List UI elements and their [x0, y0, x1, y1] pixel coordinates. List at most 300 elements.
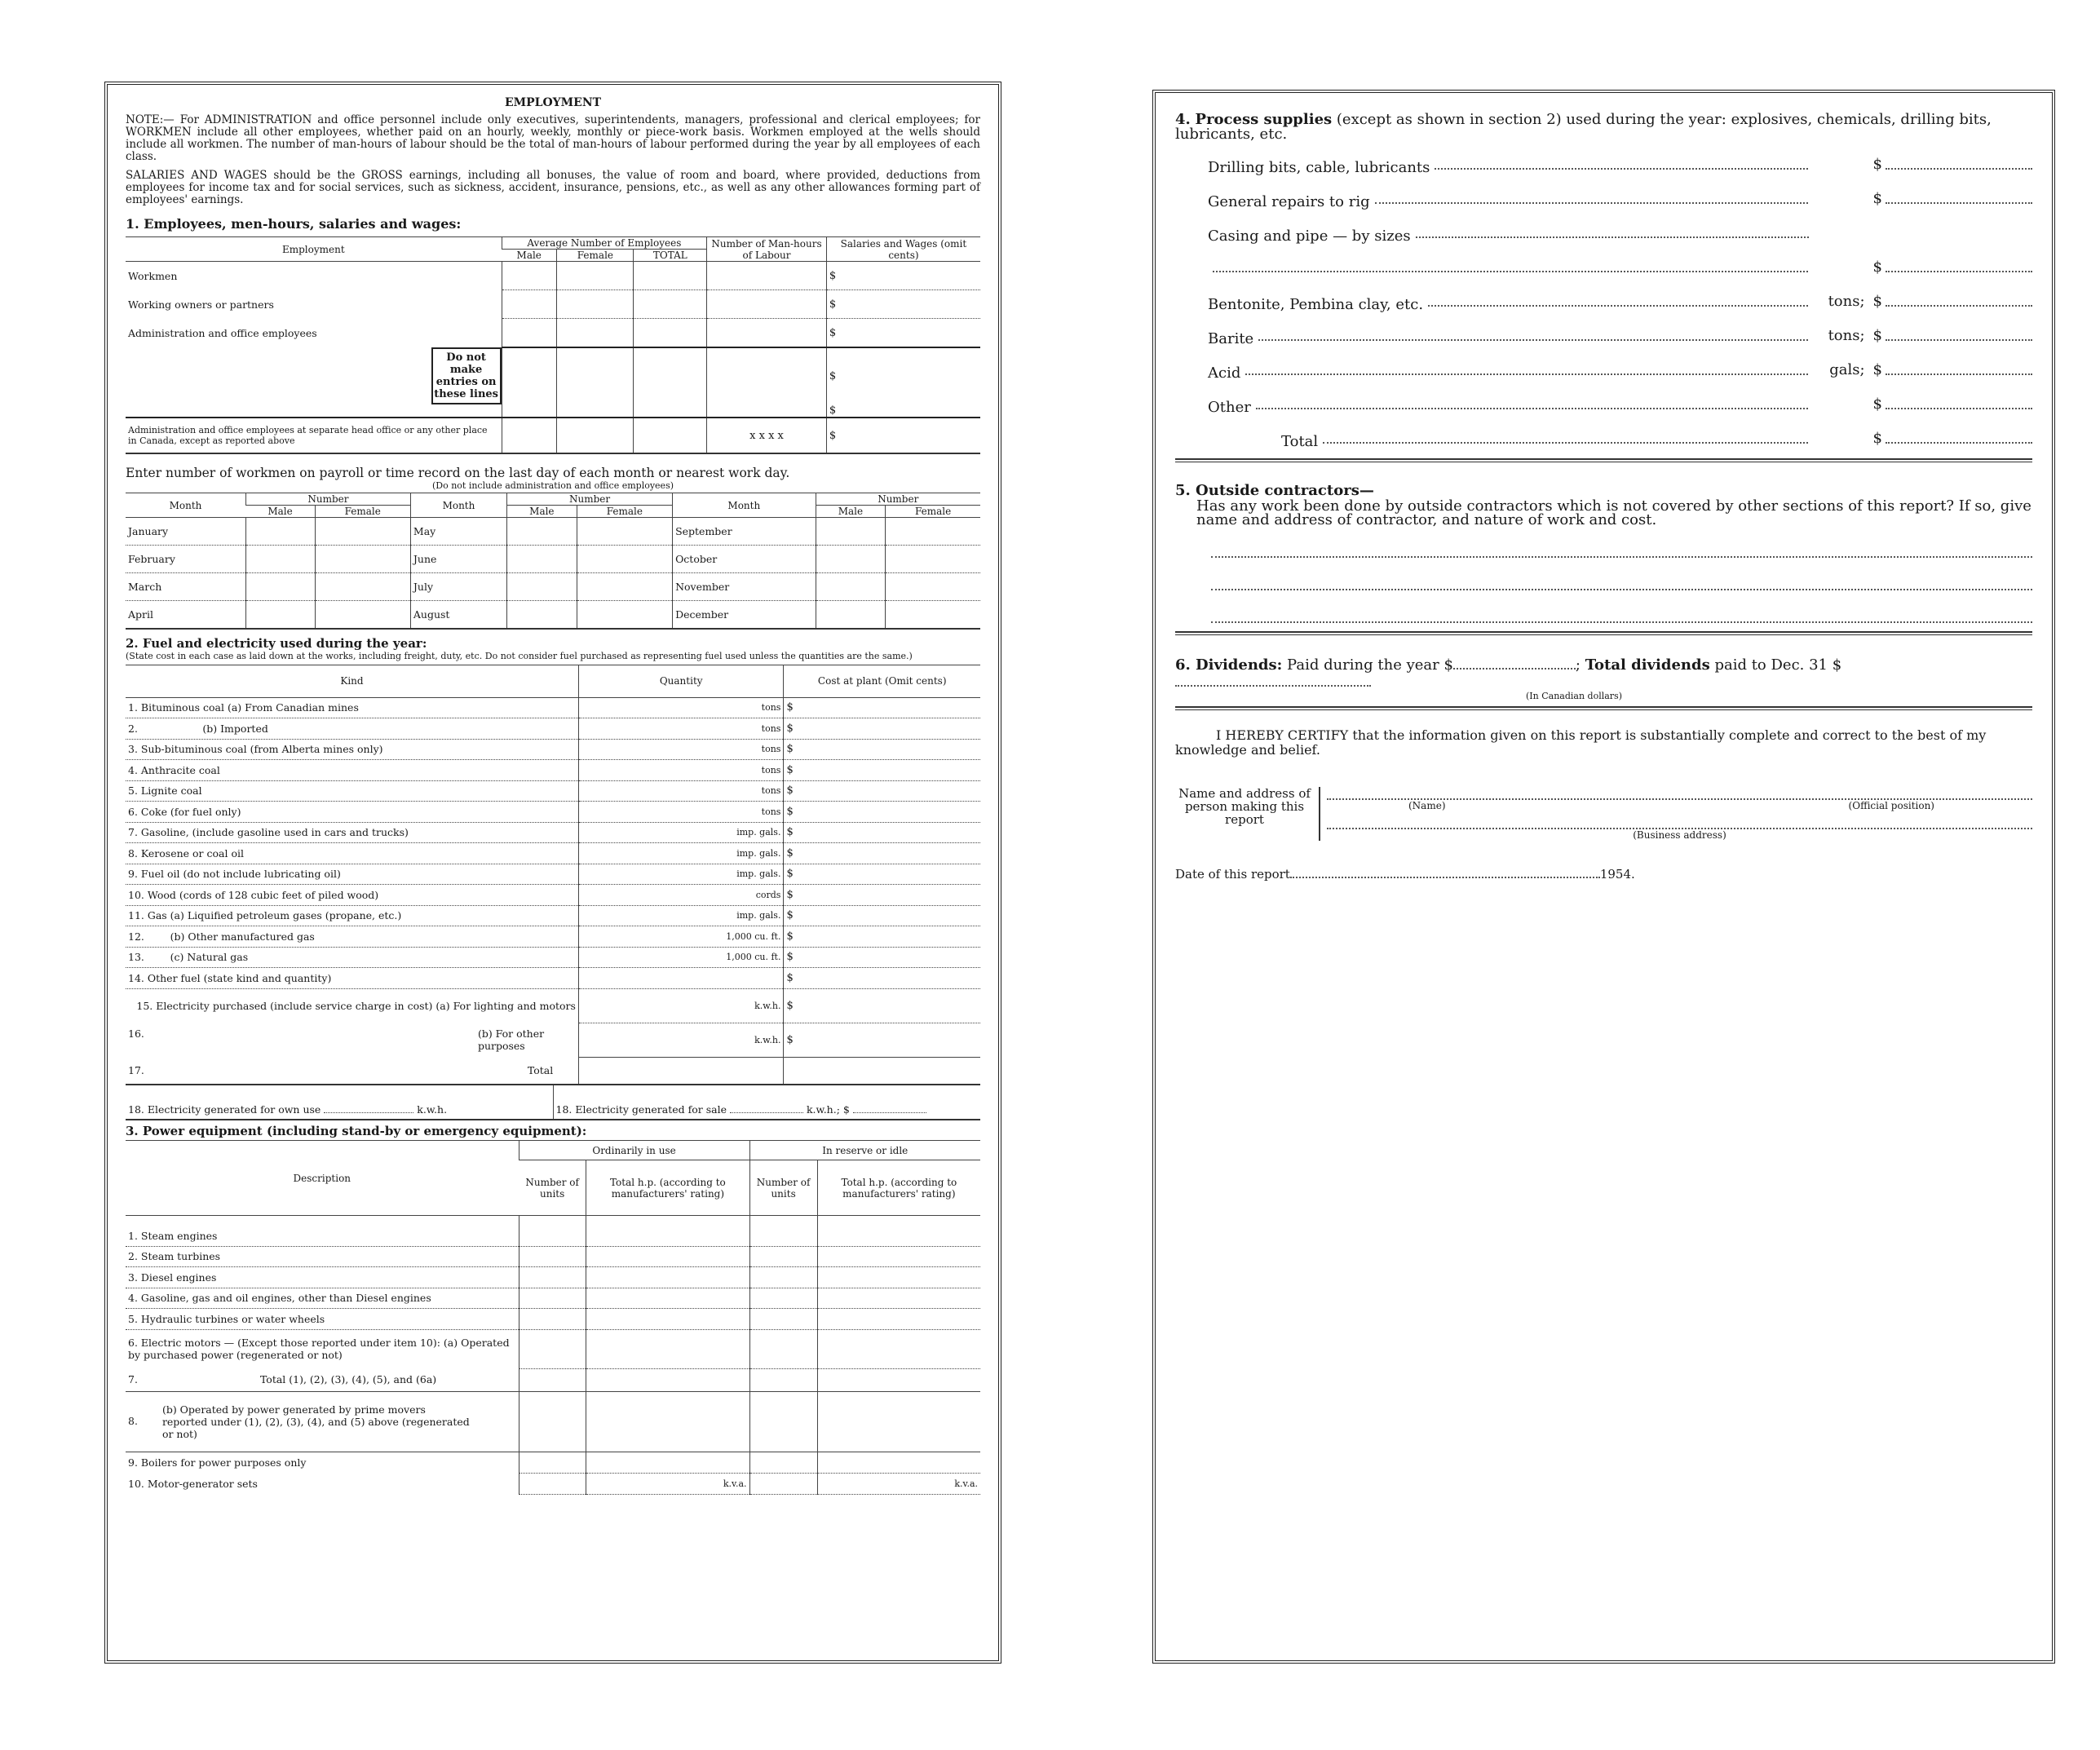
business-caption: (Business address) [1633, 829, 1726, 841]
dollar-sign: $ [786, 826, 794, 839]
col-number: Number [246, 493, 411, 506]
supply-quantity-input[interactable] [1428, 305, 1807, 307]
input-cell[interactable] [749, 1473, 817, 1494]
input-cell[interactable] [557, 418, 634, 453]
qty-cell[interactable] [578, 843, 784, 864]
unit-label: tons [761, 785, 781, 797]
supply-label: Other [1208, 399, 1251, 416]
fuel-kind: 10. Wood (cords of 128 cubic feet of piled wood) [126, 885, 578, 906]
dollar-sign: $ [1872, 327, 1882, 344]
input-cell[interactable] [749, 1226, 817, 1247]
dollar-sign: $ [786, 868, 794, 881]
input-cell[interactable] [502, 418, 557, 453]
input-cell[interactable] [817, 1452, 980, 1473]
male-count-input[interactable] [507, 546, 577, 573]
fuel-table [126, 665, 980, 1086]
contractor-line-input[interactable] [1211, 558, 2032, 590]
qty-cell[interactable] [578, 760, 784, 781]
fuel-kind: 6. Coke (for fuel only) [126, 802, 578, 823]
month-label: July [410, 573, 506, 601]
cost-cell[interactable]: $ [784, 988, 980, 1023]
divider [1175, 631, 2032, 635]
electricity-generated-table: 18. Electricity generated for own use k.w.h. 18. Electricity generated for sale k.w.h.; $ [126, 1085, 980, 1120]
male-count-input[interactable] [816, 546, 886, 573]
qty-cell[interactable] [578, 822, 784, 843]
row-num: 8. [128, 1414, 138, 1427]
equipment-desc: 3. Diesel engines [126, 1267, 519, 1288]
input-cell[interactable] [557, 290, 634, 319]
input-cell[interactable] [519, 1329, 586, 1368]
row-workmen: Workmen [128, 269, 178, 282]
cost-cell[interactable] [784, 864, 980, 885]
col-qty: Quantity [578, 665, 784, 697]
male-count-input[interactable] [507, 573, 577, 601]
row-motor-generator: 10. Motor-generator sets [128, 1477, 258, 1490]
power-equipment-table [126, 1140, 980, 1495]
supply-quantity-input[interactable] [1258, 339, 1807, 341]
supply-label: Barite [1208, 330, 1254, 347]
unit-label: tons [761, 702, 781, 714]
supply-label: Total [1281, 433, 1319, 450]
col-use: Ordinarily in use [519, 1141, 749, 1160]
cost-cell[interactable] [784, 697, 980, 718]
month-label: January [126, 518, 246, 546]
input-cell[interactable] [707, 290, 827, 319]
cost-cell[interactable] [784, 1057, 980, 1085]
equipment-desc: 2. Steam turbines [126, 1246, 519, 1267]
col-reserve: In reserve or idle [749, 1141, 980, 1160]
male-count-input[interactable] [246, 573, 315, 601]
col-number: Number [816, 493, 980, 506]
month-label: May [410, 518, 506, 546]
col-female: Female [577, 506, 672, 518]
dollar-sign: $ [786, 784, 794, 798]
female-count-input[interactable] [577, 573, 672, 601]
supply-amount-input[interactable] [1886, 442, 2032, 444]
dollar-sign: $ [786, 722, 794, 735]
qty-cell[interactable] [578, 780, 784, 802]
input-cell[interactable] [707, 262, 827, 290]
dollar-sign: $ [786, 763, 794, 776]
input-cell[interactable]: k.v.a. [817, 1473, 980, 1494]
dollar-sign: $ [786, 930, 794, 943]
input-cell[interactable] [519, 1309, 586, 1330]
month-label: December [673, 601, 816, 629]
qty-cell[interactable] [578, 1057, 784, 1085]
col-month: Month [410, 493, 506, 518]
fuel-kind: 11. Gas (a) Liquified petroleum gases (propane, etc.) [126, 905, 578, 926]
male-count-input[interactable] [246, 546, 315, 573]
supply-row [1208, 416, 2032, 450]
supply-label: Bentonite, Pembina clay, etc. [1208, 296, 1424, 313]
canadian-dollars-note: (In Canadian dollars) [1526, 691, 1622, 701]
unit-label: tons [761, 764, 781, 776]
col-units: Number of units [519, 1160, 586, 1216]
female-count-input[interactable] [886, 573, 980, 601]
supply-quantity-input[interactable] [1435, 168, 1807, 170]
contractors-question: Has any work been done by outside contractors which is not covered by other sections of this report? If so, give name and address of contractor, and nature of work and cost. [1196, 497, 2031, 528]
male-count-input[interactable] [246, 601, 315, 629]
row-total: Total [527, 1064, 554, 1076]
cost-cell[interactable] [784, 843, 980, 864]
contractor-line-input[interactable] [1211, 590, 2032, 623]
fuel-kind: 9. Fuel oil (do not include lubricating oil) [126, 864, 578, 885]
month-label: October [673, 546, 816, 573]
salary-cell[interactable]: $ [826, 418, 980, 453]
male-count-input[interactable] [816, 601, 886, 629]
col-avg: Average Number of Employees [502, 237, 707, 250]
col-units: Number of units [749, 1160, 817, 1216]
col-male: Male [816, 506, 886, 518]
female-count-input[interactable] [886, 546, 980, 573]
input-cell[interactable] [817, 1309, 980, 1330]
qty-cell[interactable] [578, 885, 784, 906]
row-electric-motors: 6. Electric motors — (Except those reported under item 10): (a) Operated by purchased power (regenerated or not) [128, 1337, 510, 1362]
fuel-kind: 12. (b) Other manufactured gas [126, 926, 578, 948]
input-cell[interactable] [749, 1329, 817, 1368]
name-input[interactable] [1327, 787, 2032, 800]
supply-amount-input[interactable] [1886, 202, 2032, 204]
month-label: June [410, 546, 506, 573]
input-cell[interactable] [519, 1246, 586, 1267]
female-count-input[interactable] [577, 518, 672, 546]
fuel-kind: 5. Lignite coal [126, 780, 578, 802]
row-boilers: 9. Boilers for power purposes only [128, 1456, 307, 1469]
section-5-heading: 5. Outside contractors— [1175, 482, 1374, 499]
salary-cell: $ [826, 347, 980, 404]
input-cell[interactable] [557, 319, 634, 348]
fuel-kind: 7. Gasoline, (include gasoline used in cars and trucks) [126, 822, 578, 843]
female-count-input[interactable] [577, 546, 672, 573]
fuel-kind: 4. Anthracite coal [126, 760, 578, 781]
elec-own-use: 18. Electricity generated for own use [128, 1103, 321, 1116]
male-count-input[interactable] [507, 601, 577, 629]
col-male: Male [246, 506, 315, 518]
dollar-sign: $ [1872, 361, 1882, 378]
month-label: February [126, 546, 246, 573]
input-cell[interactable] [749, 1267, 817, 1288]
dollar-sign: $ [786, 888, 794, 901]
total-dividends-input[interactable] [1175, 685, 1371, 687]
date-input[interactable] [1290, 877, 1600, 878]
supply-quantity-input[interactable] [1213, 271, 1808, 272]
col-month: Month [673, 493, 816, 518]
supply-row [1208, 313, 2032, 347]
input-cell[interactable] [634, 290, 707, 319]
workmen-heading: Enter number of workmen on payroll or time record on the last day of each month or nearest work day. [126, 466, 790, 480]
col-female: Female [886, 506, 980, 518]
col-cost: Cost at plant (Omit cents) [784, 665, 980, 697]
salary-cell[interactable]: $ [826, 262, 980, 290]
month-label: March [126, 573, 246, 601]
salary-cell[interactable]: $ [826, 319, 980, 348]
supply-amount-input[interactable] [1886, 339, 2032, 341]
unit-label: tons [761, 744, 781, 755]
input-cell[interactable] [519, 1473, 586, 1494]
col-hp: Total h.p. (according to manufacturers' rating) [586, 1160, 749, 1216]
dollar-sign: $ [1872, 190, 1882, 207]
input-cell[interactable] [817, 1329, 980, 1368]
supply-amount-input[interactable] [1886, 305, 2032, 307]
supply-label: General repairs to rig [1208, 193, 1370, 210]
col-manhours: Number of Man-hours of Labour [707, 237, 827, 262]
section-2-sub: (State cost in each case as laid down at the works, including freight, duty, etc. Do not consider fuel purchased as representing fuel used unless the quantities are the same.) [126, 650, 913, 661]
cost-cell[interactable] [784, 802, 980, 823]
input-cell[interactable] [634, 418, 707, 453]
equipment-desc: 5. Hydraulic turbines or water wheels [126, 1309, 519, 1330]
input-cell[interactable] [519, 1288, 586, 1309]
supply-quantity-input[interactable] [1375, 202, 1808, 204]
dollar-sign: $ [1872, 156, 1882, 173]
female-count-input[interactable] [577, 601, 672, 629]
qty-cell[interactable] [578, 947, 784, 968]
input-cell[interactable] [749, 1452, 817, 1473]
supply-amount-input[interactable] [1886, 168, 2032, 170]
own-use-input[interactable] [324, 1112, 413, 1113]
female-count-input[interactable] [315, 546, 410, 573]
unit-label: imp. gals. [736, 868, 781, 880]
input-cell[interactable] [586, 1452, 749, 1473]
row-prime-movers: (b) Operated by power generated by prime movers reported under (1), (2), (3), (4), and (5) above (regenerated or not) [161, 1403, 470, 1440]
fuel-kind: 13. (c) Natural gas [126, 947, 578, 968]
col-month: Month [126, 493, 246, 518]
input-cell[interactable] [817, 1267, 980, 1288]
supply-unit: tons; [1828, 327, 1865, 344]
unit-label: imp. gals. [736, 847, 781, 859]
cost-cell[interactable] [784, 739, 980, 760]
supply-row [1208, 210, 2032, 245]
supply-quantity-input[interactable] [1256, 408, 1808, 409]
input-cell[interactable] [586, 1288, 749, 1309]
col-female: Female [315, 506, 410, 518]
supply-unit: tons; [1828, 293, 1865, 310]
divider [1175, 706, 2032, 710]
dollar-sign: $ [786, 951, 794, 964]
col-salaries: Salaries and Wages (omit cents) [826, 237, 980, 262]
fuel-kind: 3. Sub-bituminous coal (from Alberta mines only) [126, 739, 578, 760]
cost-cell[interactable] [784, 718, 980, 740]
male-count-input[interactable] [816, 573, 886, 601]
fuel-kind: 8. Kerosene or coal oil [126, 843, 578, 864]
unit-label: imp. gals. [736, 910, 781, 921]
supply-quantity-input[interactable] [1245, 373, 1807, 375]
input-cell[interactable] [586, 1267, 749, 1288]
qty-cell[interactable] [578, 905, 784, 926]
supply-row [1208, 347, 2032, 382]
section-2-heading: 2. Fuel and electricity used during the year: [126, 635, 427, 651]
qty-cell[interactable] [578, 926, 784, 948]
row-total-motors: Total (1), (2), (3), (4), (5), and (6a) [259, 1373, 437, 1386]
supply-label: Drilling bits, cable, lubricants [1208, 159, 1430, 176]
input-cell[interactable] [749, 1246, 817, 1267]
section-1-heading: 1. Employees, men-hours, salaries and wages: [126, 216, 462, 232]
dollar-sign: $ [1872, 396, 1882, 413]
qty-cell[interactable]: k.w.h. [578, 1023, 784, 1057]
qty-cell[interactable]: k.w.h. [578, 988, 784, 1023]
row-num: 16. [128, 1027, 144, 1040]
row-num: 17. [128, 1064, 144, 1076]
female-count-input[interactable] [886, 518, 980, 546]
unit-label: 1,000 cu. ft. [726, 952, 781, 963]
month-label: November [673, 573, 816, 601]
supply-unit: gals; [1829, 361, 1865, 378]
unit-label: tons [761, 806, 781, 817]
cost-cell[interactable] [784, 780, 980, 802]
qty-cell[interactable] [578, 968, 784, 989]
dollar-sign: $ [786, 971, 794, 984]
cost-cell[interactable]: $ [784, 1023, 980, 1057]
input-cell[interactable] [634, 262, 707, 290]
female-count-input[interactable] [315, 518, 410, 546]
supply-row [1208, 176, 2032, 210]
process-supplies-list [1175, 142, 2032, 450]
supply-row [1208, 245, 2032, 279]
dollar-sign: $ [786, 743, 794, 756]
employees-table [126, 236, 980, 454]
date-row: Date of this report 1954. [1175, 867, 1635, 882]
dollar-sign: $ [786, 701, 794, 714]
xxxx-cell: x x x x [707, 418, 827, 453]
col-female: Female [557, 250, 634, 262]
female-count-input[interactable] [315, 573, 410, 601]
input-cell[interactable] [707, 319, 827, 348]
sale-input[interactable] [730, 1112, 803, 1113]
input-cell[interactable] [502, 319, 557, 348]
input-cell[interactable] [502, 290, 557, 319]
cost-cell[interactable] [784, 885, 980, 906]
col-male: Male [502, 250, 557, 262]
male-count-input[interactable] [507, 518, 577, 546]
input-cell[interactable] [586, 1226, 749, 1247]
business-address-input[interactable] [1327, 811, 2032, 829]
col-male: Male [507, 506, 577, 518]
input-cell[interactable] [817, 1288, 980, 1309]
elec-for-sale: 18. Electricity generated for sale [555, 1103, 727, 1116]
name-address-label: Name and address of person making this report [1175, 787, 1320, 841]
male-count-input[interactable] [816, 518, 886, 546]
cost-cell[interactable] [784, 822, 980, 843]
input-cell[interactable]: k.v.a. [586, 1473, 749, 1494]
input-cell[interactable] [817, 1246, 980, 1267]
month-label: September [673, 518, 816, 546]
input-cell[interactable] [586, 1309, 749, 1330]
dividends-paid-input[interactable] [1453, 668, 1576, 670]
contractor-lines [1175, 527, 2032, 623]
supply-amount-input[interactable] [1886, 408, 2032, 409]
page-title: EMPLOYMENT [504, 96, 602, 109]
female-count-input[interactable] [886, 601, 980, 629]
row-head-office: Administration and office employees at separate head office or any other place in Canada, except as reported above [128, 425, 488, 446]
dollar-sign: $ [1872, 259, 1882, 276]
salaries-paragraph: SALARIES AND WAGES should be the GROSS earnings, including all bonuses, the value of room and board, where provided, deductions from employees for income tax and for social services, such as sickness, accident, insurance, pensions, etc., as well as any other allowances forming part of employees' earnings. [126, 169, 980, 206]
input-cell[interactable] [557, 262, 634, 290]
row-elec-other: (b) For other purposes [477, 1027, 545, 1052]
input-cell[interactable] [749, 1288, 817, 1309]
row-admin: Administration and office employees [128, 326, 317, 339]
cost-cell[interactable] [784, 968, 980, 989]
fuel-kind: 1. Bituminous coal (a) From Canadian mines [126, 697, 578, 718]
row-owners: Working owners or partners [128, 298, 274, 311]
workmen-sub: (Do not include administration and office employees) [431, 480, 674, 491]
female-count-input[interactable] [315, 601, 410, 629]
supply-quantity-input[interactable] [1323, 442, 1807, 444]
do-not-enter-box: Do not make entries on these lines [431, 347, 502, 404]
supply-amount-input[interactable] [1886, 373, 2032, 375]
name-caption: (Name) [1408, 800, 1446, 811]
dollar-sign: $ [786, 846, 794, 860]
male-count-input[interactable] [246, 518, 315, 546]
cost-cell[interactable] [784, 947, 980, 968]
input-cell[interactable] [502, 262, 557, 290]
input-cell[interactable] [749, 1309, 817, 1330]
input-cell[interactable] [519, 1452, 586, 1473]
supply-row [1208, 142, 2032, 176]
col-employment: Employment [126, 237, 502, 262]
row-elec-lighting: 15. Electricity purchased (include service charge in cost) (a) For lighting and motors [136, 999, 576, 1012]
cost-cell[interactable] [784, 926, 980, 948]
input-cell[interactable] [519, 1267, 586, 1288]
signature-block [1175, 787, 2032, 841]
input-cell[interactable] [586, 1329, 749, 1368]
supply-row [1208, 279, 2032, 313]
dollar-sign: $ [786, 909, 794, 922]
dollar-sign: $ [1872, 293, 1882, 310]
dollar-sign: $ [1872, 430, 1882, 447]
certify-statement: I HEREBY CERTIFY that the information given on this report is substantially complete and correct to the best of my knowledge and belief. [1175, 727, 1987, 758]
sale-cost-input[interactable] [853, 1112, 926, 1113]
col-hp: Total h.p. (according to manufacturers' rating) [817, 1160, 980, 1216]
month-label: August [410, 601, 506, 629]
supply-label: Casing and pipe — by sizes [1208, 228, 1411, 245]
fuel-kind: 14. Other fuel (state kind and quantity) [126, 968, 578, 989]
page-supplies [1152, 90, 2055, 1664]
equipment-desc: 4. Gasoline, gas and oil engines, other than Diesel engines [126, 1288, 519, 1309]
contractor-line-input[interactable] [1211, 527, 2032, 558]
col-desc: Description [126, 1141, 519, 1216]
supply-row [1208, 382, 2032, 416]
dividends-row: 6. Dividends: Paid during the year $ ; Total dividends paid to Dec. 31 $ [1175, 656, 2032, 691]
col-total: TOTAL [634, 250, 707, 262]
note-paragraph: NOTE:— For ADMINISTRATION and office personnel include only executives, superintendents, managers, professional and clerical employees; for WORKMEN include all other employees, whether paid on an hourly, weekly, monthly or piece-work basis. Workmen employed at the wells should include all workmen. The number of man-hours of labour should be the total of man-hours of labour performed during the year by all employees of each class. [126, 113, 980, 163]
qty-cell[interactable] [578, 802, 784, 823]
section-3-heading: 3. Power equipment (including stand-by or emergency equipment): [126, 1124, 587, 1138]
unit-label: cords [755, 889, 781, 900]
month-label: April [126, 601, 246, 629]
supply-quantity-input[interactable] [1416, 236, 1809, 238]
salary-cell[interactable]: $ [826, 290, 980, 319]
supply-label: Acid [1208, 365, 1241, 382]
supply-amount-input[interactable] [1886, 271, 2032, 272]
row-num: 7. [128, 1373, 138, 1386]
official-caption: (Official position) [1848, 800, 1934, 811]
unit-label: 1,000 cu. ft. [726, 930, 781, 942]
cost-cell[interactable] [784, 905, 980, 926]
divider [1175, 458, 2032, 462]
input-cell[interactable] [634, 319, 707, 348]
qty-cell[interactable] [578, 739, 784, 760]
unit-label: imp. gals. [736, 827, 781, 838]
qty-cell[interactable] [578, 697, 784, 718]
section-4-heading: 4. Process supplies (except as shown in section 2) used during the year: explosives, chemicals, drilling bits, lubricants, etc. [1175, 111, 1992, 143]
input-cell[interactable] [817, 1226, 980, 1247]
col-number: Number [507, 493, 673, 506]
cost-cell[interactable] [784, 760, 980, 781]
qty-cell[interactable] [578, 718, 784, 740]
input-cell[interactable] [519, 1226, 586, 1247]
dollar-sign: $ [786, 805, 794, 818]
qty-cell[interactable] [578, 864, 784, 885]
input-cell[interactable] [586, 1246, 749, 1267]
